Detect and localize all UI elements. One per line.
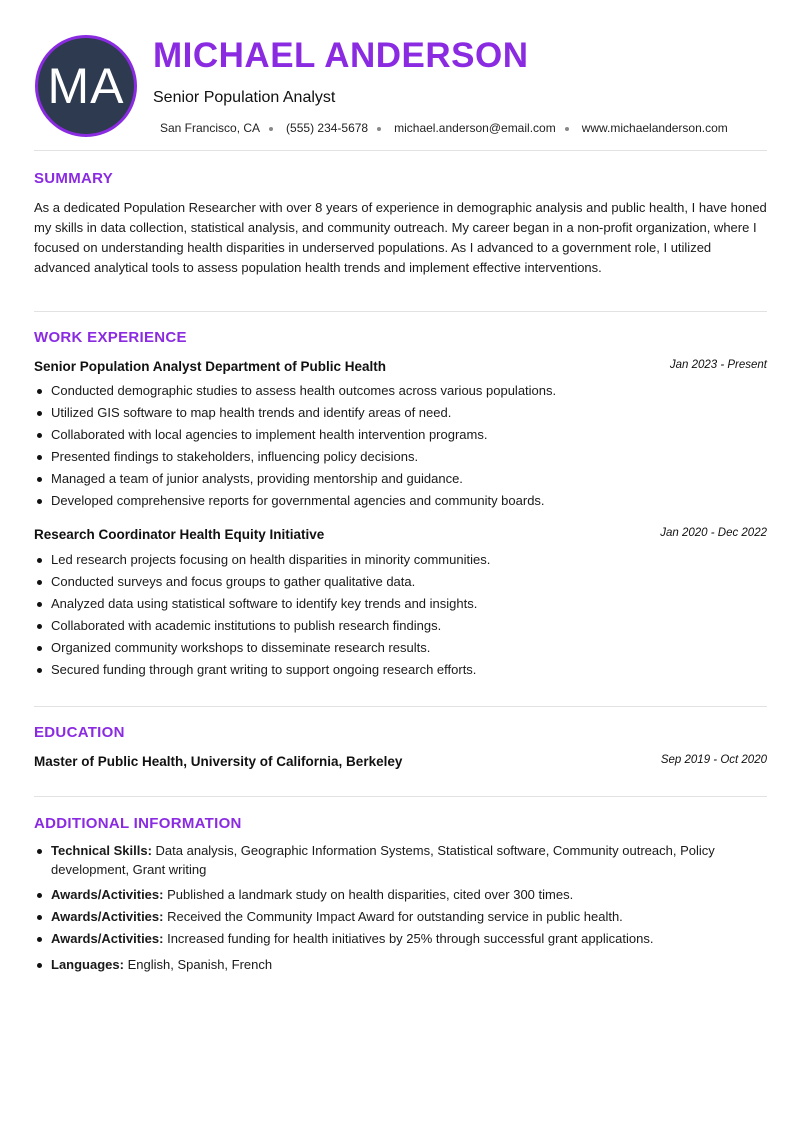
education-date: Sep 2019 - Oct 2020 (660, 754, 767, 766)
info-label: Technical Skills: (51, 843, 152, 858)
job-role: Senior Population Analyst Department of Public Health (34, 359, 387, 374)
candidate-name: MICHAEL ANDERSON (153, 36, 529, 75)
job-role: Research Coordinator Health Equity Initiative (34, 527, 325, 542)
divider (34, 796, 767, 797)
job-header (34, 526, 767, 544)
info-text: Received the Community Impact Award for outstanding service in public health. (163, 909, 623, 924)
job-bullets (34, 549, 767, 681)
list-item (34, 955, 734, 974)
list-item: Utilized GIS software to map health trends and identify areas of need. (34, 402, 767, 424)
resume-header (0, 0, 800, 150)
divider (34, 706, 767, 707)
contact-line (160, 121, 728, 135)
list-item: Analyzed data using statistical software to identify key trends and insights. (34, 593, 767, 615)
list-item (34, 841, 734, 879)
list-item: Conducted demographic studies to assess health outcomes across various populations. (34, 380, 767, 402)
summary-text: As a dedicated Population Researcher with over 8 years of experience in demographic analysis and public health, I have honed my skills in data collection, statistical analysis, and community outreach. My career began in a non-profit organization, where I focused on understanding health disparities in underserved populations. As I advanced to a government role, I utilized advanced analytical tools to assess population health trends and implement effective interventions. (34, 200, 767, 275)
degree: Master of Public Health, University of California, Berkeley (34, 754, 403, 769)
avatar (35, 35, 137, 137)
divider (34, 311, 767, 312)
job-date: Jan 2023 - Present (669, 359, 767, 371)
education-entry (34, 753, 767, 771)
summary-heading: SUMMARY (34, 170, 114, 187)
separator-dot-icon (565, 127, 569, 131)
list-item: Presented findings to stakeholders, influencing policy decisions. (34, 446, 767, 468)
avatar-initials: MA (47, 58, 125, 114)
list-item: Conducted surveys and focus groups to gather qualitative data. (34, 571, 767, 593)
list-item (34, 885, 734, 904)
job-header (34, 358, 767, 376)
info-text: Data analysis, Geographic Information Systems, Statistical software, Community outreach, Policy development, Grant writing (51, 843, 715, 877)
list-item: Collaborated with local agencies to implement health intervention programs. (34, 424, 767, 446)
list-item (34, 929, 734, 948)
separator-dot-icon (269, 127, 273, 131)
job-date: Jan 2020 - Dec 2022 (660, 527, 767, 539)
additional-information-heading: ADDITIONAL INFORMATION (34, 815, 242, 832)
list-item: Secured funding through grant writing to support ongoing research efforts. (34, 659, 767, 681)
divider (34, 150, 767, 151)
job-bullets (34, 380, 767, 512)
info-text: Published a landmark study on health disparities, cited over 300 times. (163, 887, 574, 902)
info-label: Awards/Activities: (51, 909, 164, 924)
list-item: Collaborated with academic institutions to publish research findings. (34, 615, 767, 637)
info-label: Awards/Activities: (51, 887, 164, 902)
contact-location: San Francisco, CA (160, 121, 261, 135)
list-item: Developed comprehensive reports for governmental agencies and community boards. (34, 490, 767, 512)
list-item: Led research projects focusing on health disparities in minority communities. (34, 549, 767, 571)
list-item (34, 907, 734, 926)
list-item: Organized community workshops to disseminate research results. (34, 637, 767, 659)
info-text: Increased funding for health initiatives by 25% through successful grant applications. (163, 931, 654, 946)
education-heading: EDUCATION (34, 724, 125, 741)
contact-phone: (555) 234-5678 (286, 121, 369, 135)
info-label: Languages: (51, 957, 124, 972)
separator-dot-icon (377, 127, 381, 131)
info-text: English, Spanish, French (123, 957, 273, 972)
candidate-title: Senior Population Analyst (153, 89, 336, 106)
list-item: Managed a team of junior analysts, providing mentorship and guidance. (34, 468, 767, 490)
work-experience-heading: WORK EXPERIENCE (34, 329, 187, 346)
contact-website: www.michaelanderson.com (581, 121, 728, 135)
info-label: Awards/Activities: (51, 931, 164, 946)
contact-email: michael.anderson@email.com (394, 121, 556, 135)
